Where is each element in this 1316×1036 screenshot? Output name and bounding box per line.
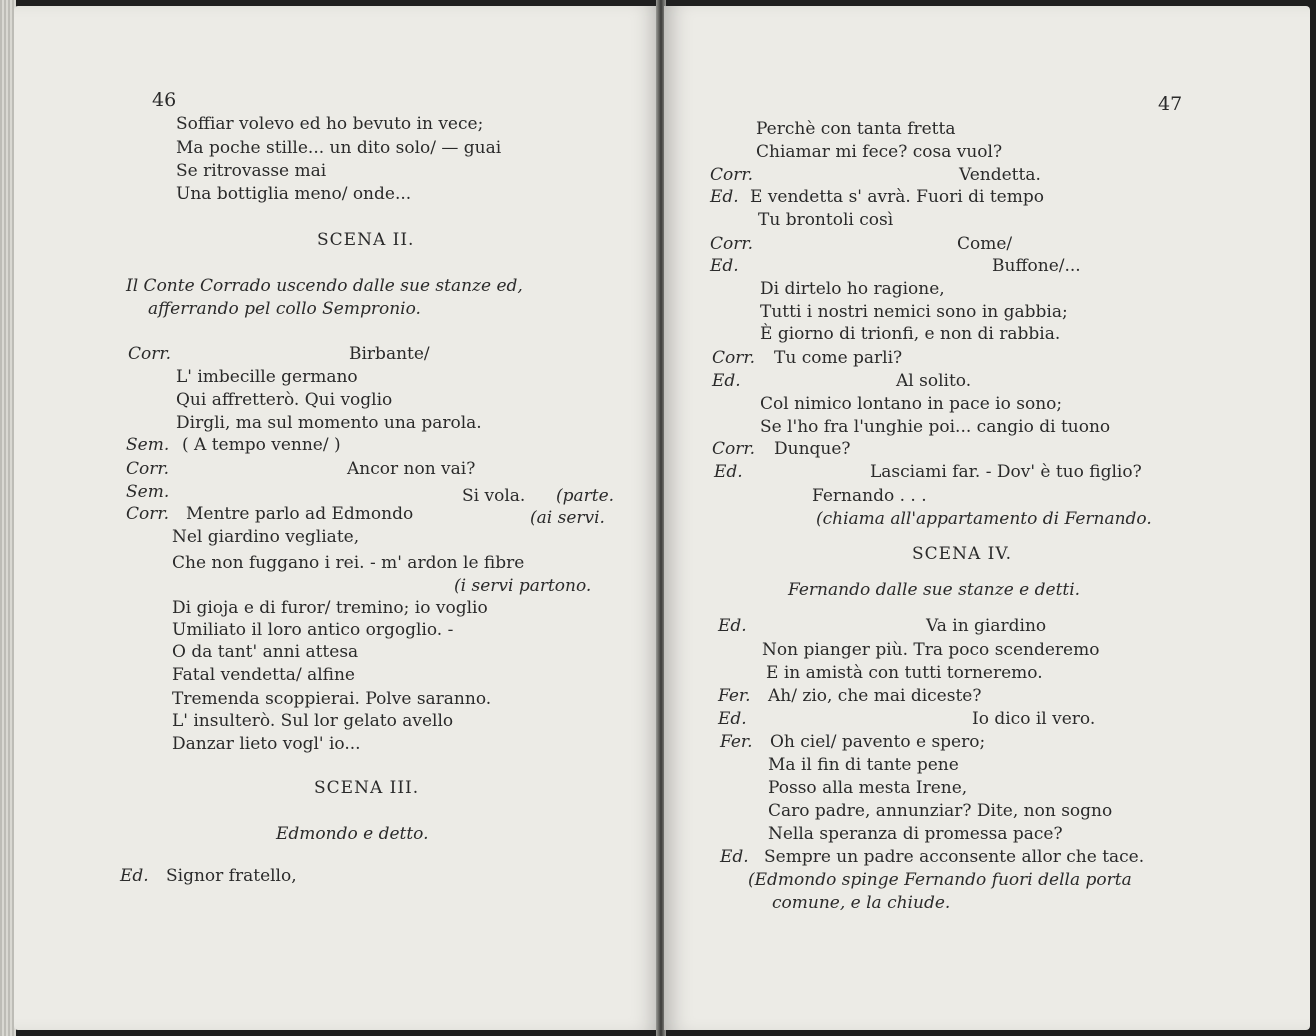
dialogue-line: Birbante/ xyxy=(349,344,430,364)
verse-line: Fatal vendetta/ alfine xyxy=(172,665,355,685)
speaker-label: Corr. xyxy=(710,165,754,185)
dialogue-line: Come/ xyxy=(957,234,1013,254)
speaker-label: Corr. xyxy=(126,504,170,524)
dialogue-line: Buffone/... xyxy=(992,256,1081,276)
verse-line: Tu brontoli così xyxy=(758,210,894,230)
verse-line: Di dirtelo ho ragione, xyxy=(760,279,945,299)
verse-line: Soffiar volevo ed ho bevuto in vece; xyxy=(176,114,484,134)
verse-line: Dirgli, ma sul momento una parola. xyxy=(176,413,482,433)
dialogue-line: ( A tempo venne/ ) xyxy=(182,435,341,455)
verse-line: Fernando . . . xyxy=(812,486,927,506)
verse-line: Ma poche stille... un dito solo/ — guai xyxy=(176,138,502,158)
dialogue-line: Mentre parlo ad Edmondo xyxy=(186,504,414,524)
dialogue-line: E vendetta s' avrà. Fuori di tempo xyxy=(750,187,1044,207)
speaker-label: Ed. xyxy=(720,847,749,867)
verse-line: Danzar lieto vogl' io... xyxy=(172,734,361,754)
dialogue-line: Va in giardino xyxy=(926,616,1047,636)
dialogue-line: Tu come parli? xyxy=(774,348,903,368)
speaker-label: Ed. xyxy=(718,709,747,729)
dialogue-line: Lasciami far. - Dov' è tuo figlio? xyxy=(870,462,1142,482)
dialogue-line: Sempre un padre acconsente allor che tace. xyxy=(764,847,1145,867)
verse-line: Che non fuggano i rei. - m' ardon le fibre xyxy=(172,553,525,573)
speaker-label: Corr. xyxy=(710,234,754,254)
stage-direction: comune, e la chiude. xyxy=(772,893,951,913)
speaker-label: Sem. xyxy=(126,482,170,502)
verse-line: Se l'ho fra l'unghie poi... cangio di tuono xyxy=(760,417,1111,437)
speaker-label: Ed. xyxy=(718,616,747,636)
verse-line: Col nimico lontano in pace io sono; xyxy=(760,394,1063,414)
stage-direction: Fernando dalle sue stanze e detti. xyxy=(788,580,1081,600)
dialogue-line: Signor fratello, xyxy=(166,866,297,886)
page-number: 46 xyxy=(152,89,177,111)
dialogue-line: Ah/ zio, che mai diceste? xyxy=(768,686,982,706)
speaker-label: Corr. xyxy=(712,439,756,459)
speaker-label: Corr. xyxy=(712,348,756,368)
dialogue-line: Si vola. xyxy=(462,486,526,506)
verse-line: O da tant' anni attesa xyxy=(172,642,359,662)
speaker-label: Fer. xyxy=(720,732,753,752)
verse-line: Di gioja e di furor/ tremino; io voglio xyxy=(172,598,488,618)
verse-line: Posso alla mesta Irene, xyxy=(768,778,968,798)
speaker-label: Corr. xyxy=(126,459,170,479)
speaker-label: Ed. xyxy=(710,187,739,207)
stage-direction: (i servi partono. xyxy=(454,576,592,596)
dialogue-line: Al solito. xyxy=(896,371,972,391)
verse-line: È giorno di trionfi, e non di rabbia. xyxy=(760,324,1061,344)
stage-direction: (Edmondo spinge Fernando fuori della porta xyxy=(748,870,1132,890)
scene-heading: SCENA II. xyxy=(317,230,415,250)
stage-direction: Il Conte Corrado uscendo dalle sue stanze ed, xyxy=(126,276,523,296)
dialogue-line: Ancor non vai? xyxy=(347,459,476,479)
page-number: 47 xyxy=(1158,93,1183,115)
verse-line: Caro padre, annunziar? Dite, non sogno xyxy=(768,801,1113,821)
dialogue-line: Dunque? xyxy=(774,439,851,459)
verse-line: Nel giardino vegliate, xyxy=(172,527,360,547)
speaker-label: Sem. xyxy=(126,435,170,455)
left-page xyxy=(14,6,660,1030)
verse-line: Chiamar mi fece? cosa vuol? xyxy=(756,142,1003,162)
dialogue-line: Vendetta. xyxy=(959,165,1041,185)
verse-line: L' imbecille germano xyxy=(176,367,358,387)
stage-direction: (ai servi. xyxy=(530,508,605,528)
verse-line: Ma il fin di tante pene xyxy=(768,755,959,775)
dialogue-line: Io dico il vero. xyxy=(972,709,1096,729)
verse-line: E in amistà con tutti torneremo. xyxy=(766,663,1043,683)
verse-line: Nella speranza di promessa pace? xyxy=(768,824,1063,844)
verse-line: Se ritrovasse mai xyxy=(176,161,327,181)
verse-line: Una bottiglia meno/ onde... xyxy=(176,184,412,204)
dialogue-line: Oh ciel/ pavento e spero; xyxy=(770,732,986,752)
verse-line: Tremenda scoppierai. Polve saranno. xyxy=(172,689,492,709)
stage-direction: (parte. xyxy=(556,486,615,506)
scene-heading: SCENA IV. xyxy=(912,544,1013,564)
speaker-label: Ed. xyxy=(120,866,149,886)
verse-line: L' insulterò. Sul lor gelato avello xyxy=(172,711,454,731)
speaker-label: Fer. xyxy=(718,686,751,706)
speaker-label: Ed. xyxy=(712,371,741,391)
speaker-label: Ed. xyxy=(714,462,743,482)
verse-line: Umiliato il loro antico orgoglio. - xyxy=(172,620,454,640)
verse-line: Perchè con tanta fretta xyxy=(756,119,956,139)
stage-direction: Edmondo e detto. xyxy=(276,824,429,844)
scene-heading: SCENA III. xyxy=(314,778,420,798)
right-page xyxy=(664,6,1310,1030)
stage-direction: afferrando pel collo Sempronio. xyxy=(148,299,421,319)
verse-line: Qui affretterò. Qui voglio xyxy=(176,390,393,410)
speaker-label: Ed. xyxy=(710,256,739,276)
stage-direction: (chiama all'appartamento di Fernando. xyxy=(816,509,1152,529)
verse-line: Tutti i nostri nemici sono in gabbia; xyxy=(760,302,1068,322)
speaker-label: Corr. xyxy=(128,344,172,364)
verse-line: Non pianger più. Tra poco scenderemo xyxy=(762,640,1100,660)
